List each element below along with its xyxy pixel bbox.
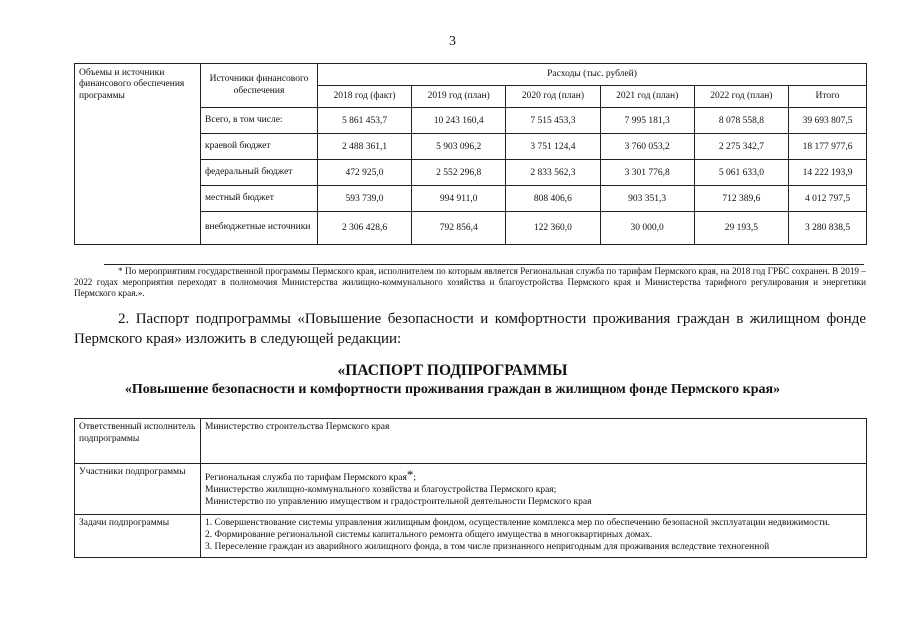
year-header: 2022 год (план)	[694, 86, 788, 108]
responsible-label: Ответственный исполнитель подпрограммы	[75, 419, 201, 464]
task-line: 3. Переселение граждан из аварийного жилищного фонда, в том числе признанного непригодным для проживания вследствие техногенной	[205, 541, 770, 552]
task-line: 2. Формирование региональной системы капитального ремонта общего имущества в многоквартирных домах.	[205, 529, 653, 540]
table-cell-total: 14 222 193,9	[789, 160, 867, 186]
table-cell: 30 000,0	[600, 212, 694, 245]
task-line: 1. Совершенствование системы управления жилищным фондом, осуществление комплекса мер по обеспечению безопасной эксплуатации недвижимости.	[205, 518, 830, 528]
paragraph-text: 2. Паспорт подпрограммы «Повышение безопасности и комфортности проживания граждан в жилищном фонде Пермского края» изложить в следующей редакции:	[74, 311, 866, 347]
total-header: Итого	[789, 86, 867, 108]
table-cell: 903 351,3	[600, 186, 694, 212]
table-cell: 2 833 562,3	[506, 160, 600, 186]
table-cell: 472 925,0	[318, 160, 412, 186]
table-row	[75, 464, 867, 515]
table-cell: 808 406,6	[506, 186, 600, 212]
participants-label: Участники подпрограммы	[75, 464, 201, 515]
footnote-text: * По мероприятиям государственной программы Пермского края, исполнителем по которым является Региональная служба по тарифам Пермского края, на 2018 год ГРБС сохранен. В 2019 – 2022 годах мероприятия переходят в полномочия Министерства жилищно-коммунального хозяйства и благоустройства Пермского края и Министерства тарифного регулирования и энергетики Пермского края.».	[74, 266, 866, 298]
table-cell: 7 995 181,3	[600, 108, 694, 134]
table-cell: 5 903 096,2	[412, 134, 506, 160]
table-cell: 122 360,0	[506, 212, 600, 245]
financing-table	[74, 63, 867, 245]
year-header: 2021 год (план)	[600, 86, 694, 108]
footnote	[74, 266, 866, 299]
amendment-paragraph	[74, 309, 866, 349]
responsible-line: Министерство строительства Пермского края	[205, 422, 390, 432]
table-cell: 29 193,5	[694, 212, 788, 245]
passport-title: «ПАСПОРТ ПОДПРОГРАММЫ	[337, 362, 568, 379]
footnote-divider	[104, 264, 864, 265]
table-cell: 5 861 453,7	[318, 108, 412, 134]
tasks-value	[201, 515, 867, 558]
participant-line: Министерство по управлению имуществом и градостроительной деятельности Пермского края	[205, 496, 592, 507]
table-cell: 2 306 428,6	[318, 212, 412, 245]
page-number: 3	[449, 34, 456, 49]
footnote-star: *	[406, 467, 414, 482]
table-row	[75, 419, 867, 464]
participant-name: Региональная служба по тарифам Пермского края	[205, 473, 407, 483]
table-cell: 712 389,6	[694, 186, 788, 212]
table-header-row	[75, 64, 867, 86]
table-cell: 5 061 633,0	[694, 160, 788, 186]
table-row	[75, 515, 867, 558]
source-name: Всего, в том числе:	[201, 108, 318, 134]
table-cell: 2 552 296,8	[412, 160, 506, 186]
table-cell: 8 078 558,8	[694, 108, 788, 134]
source-name: местный бюджет	[201, 186, 318, 212]
table-cell-total: 18 177 977,6	[789, 134, 867, 160]
participants-value	[201, 464, 867, 515]
table-cell-total: 4 012 797,5	[789, 186, 867, 212]
passport-subtitle: «Повышение безопасности и комфортности проживания граждан в жилищном фонде Пермского края»	[124, 382, 781, 397]
table-cell: 2 488 361,1	[318, 134, 412, 160]
participant-line: Министерство жилищно-коммунального хозяйства и благоустройства Пермского края;	[205, 484, 557, 495]
participant-line	[205, 467, 862, 485]
responsible-value	[201, 419, 867, 464]
source-name: федеральный бюджет	[201, 160, 318, 186]
year-header: 2018 год (факт)	[318, 86, 412, 108]
table-cell: 3 760 053,2	[600, 134, 694, 160]
source-name: краевой бюджет	[201, 134, 318, 160]
table-cell-total: 39 693 807,5	[789, 108, 867, 134]
table-cell: 7 515 453,3	[506, 108, 600, 134]
table-cell-total: 3 280 838,5	[789, 212, 867, 245]
table-cell: 994 911,0	[412, 186, 506, 212]
year-header: 2020 год (план)	[506, 86, 600, 108]
table-cell: 2 275 342,7	[694, 134, 788, 160]
year-header: 2019 год (план)	[412, 86, 506, 108]
table-cell: 593 739,0	[318, 186, 412, 212]
table-cell: 10 243 160,4	[412, 108, 506, 134]
table-cell: 3 301 776,8	[600, 160, 694, 186]
source-name: внебюджетные источники	[201, 212, 318, 245]
expenses-header: Расходы (тыс. рублей)	[318, 64, 867, 86]
table-cell: 792 856,4	[412, 212, 506, 245]
participant-punct: ;	[413, 473, 417, 483]
financing-label: Объемы и источники финансового обеспечения программы	[75, 64, 201, 245]
passport-table	[74, 418, 867, 558]
tasks-label: Задачи подпрограммы	[75, 515, 201, 558]
table-cell: 3 751 124,4	[506, 134, 600, 160]
sources-header: Источники финансового обеспечения	[201, 64, 318, 108]
